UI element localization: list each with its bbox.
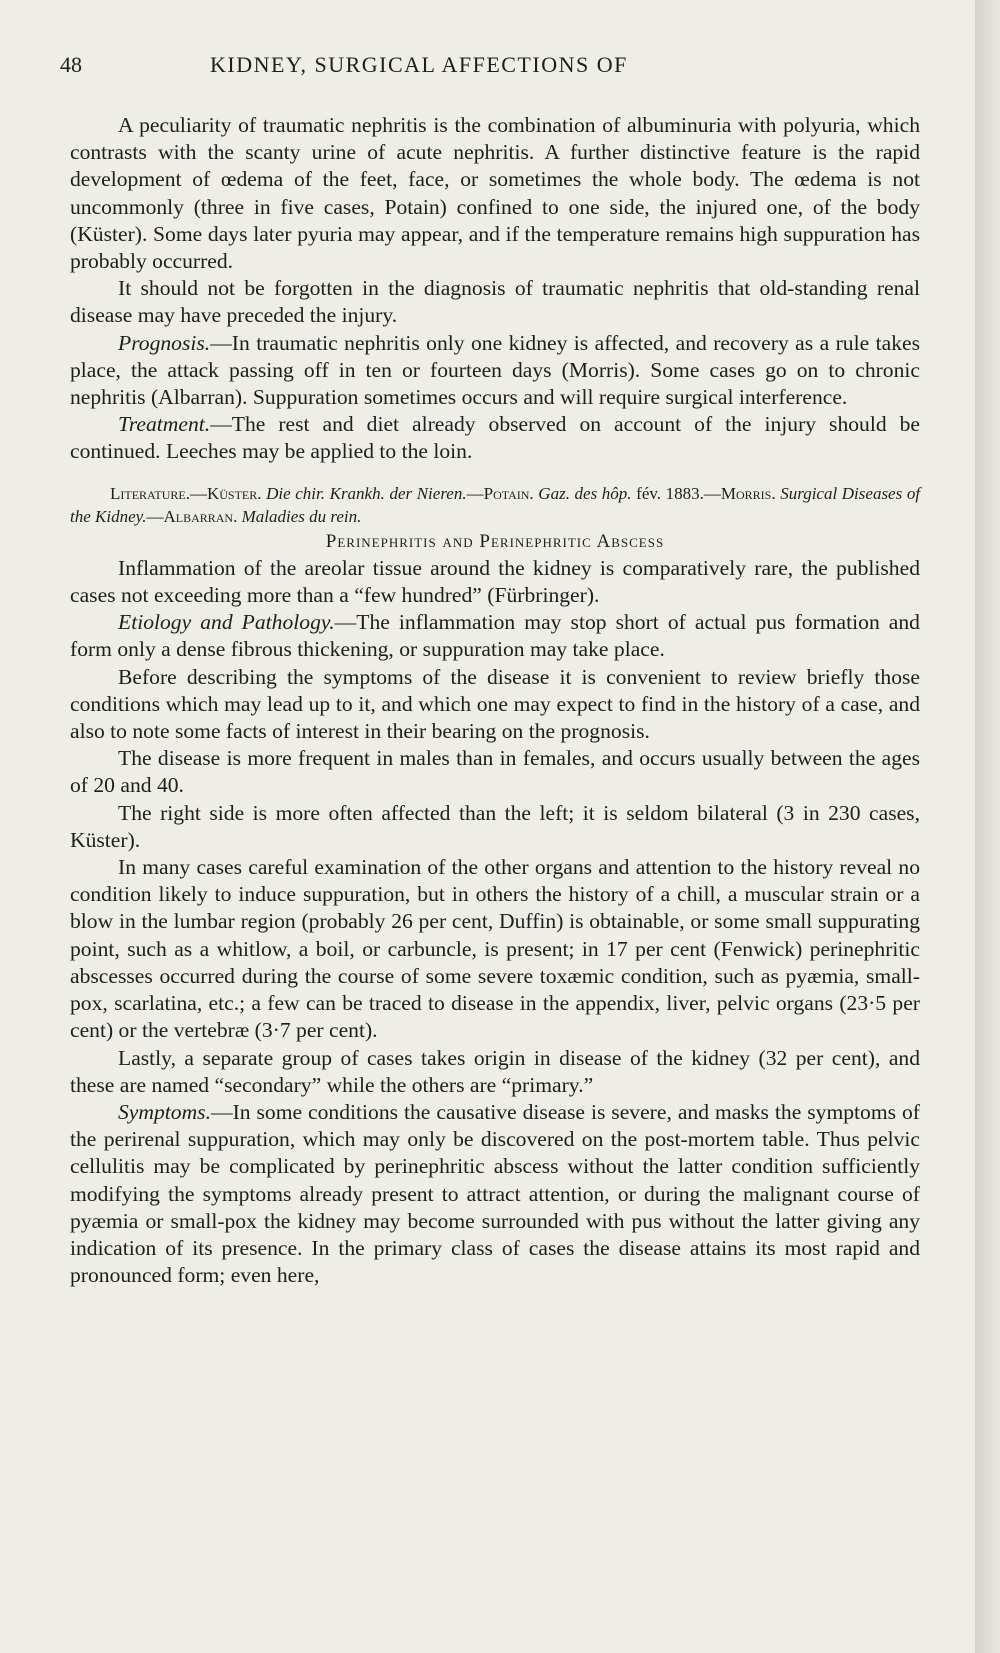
paragraph: A peculiarity of traumatic nephritis is the combination of albuminuria with polyuria, which contrasts with the scanty urine of acute nephritis. A further distinctive feature is the rapid development of œdema of the feet, face, or sometimes the whole body. The œdema is not uncommonly (three in five cases, Potain) confined to one side, the injured one, of the body (Küster). Some days later pyuria may appear, and if the temperature remains high suppuration has probably occurred. xyxy=(70,113,920,274)
paragraph-treatment: Treatment.—The rest and diet already observed on account of the injury should be continued. Leeches may be applied to the loin. xyxy=(70,412,920,464)
paragraph-etiology: Etiology and Pathology.—The inflammation may stop short of actual pus formation and form only a dense fibrous thickening, or suppuration may take place. xyxy=(70,610,920,662)
paragraph: Before describing the symptoms of the disease it is convenient to review briefly those conditions which may lead up to it, and which one may expect to find in the history of a case, and also to note some facts of interest in their bearing on the prognosis. xyxy=(70,664,920,744)
paragraph-heading: Prognosis. xyxy=(118,330,211,355)
page-edge-shadow xyxy=(975,0,1000,1653)
literature-label: Literature. xyxy=(110,483,190,503)
page-header xyxy=(60,52,920,88)
page-number: 48 xyxy=(60,52,82,77)
paragraph: The right side is more often affected than the left; it is seldom bilateral (3 in 230 cases, Küster). xyxy=(70,800,920,852)
paragraph-prognosis: Prognosis.—In traumatic nephritis only one kidney is affected, and recovery as a rule takes place, the attack passing off in ten or fourteen days (Morris). Some cases go on to chronic nephritis (Albarran). Suppuration sometimes occurs and will require surgical interference. xyxy=(70,330,920,410)
paragraph-heading: Treatment. xyxy=(118,412,211,437)
literature-references: Literature.—Küster. Die chir. Krankh. der Nieren.—Potain. Gaz. des hôp. fév. 1883.—Morris. Surgical Diseases of the Kidney.—Albarran. Maladies du rein. xyxy=(70,483,921,526)
running-head: KIDNEY, SURGICAL AFFECTIONS OF xyxy=(210,52,628,77)
paragraph: It should not be forgotten in the diagnosis of traumatic nephritis that old-standing renal disease may have preceded the injury. xyxy=(70,276,920,328)
body-text xyxy=(70,112,920,1289)
paragraph: Lastly, a separate group of cases takes origin in disease of the kidney (32 per cent), and these are named “secondary” while the others are “primary.” xyxy=(70,1045,920,1097)
paragraph: In many cases careful examination of the other organs and attention to the history reveal no condition likely to induce suppuration, but in others the history of a chill, a muscular strain or a blow in the lumbar region (probably 26 per cent, Duffin) is obtainable, or some small suppurating point, such as a whitlow, a boil, or carbuncle, is present; in 17 per cent (Fenwick) perinephritic abscesses occurred during the course of some severe toxæmic condition, such as pyæmia, small-pox, scarlatina, etc.; a few can be traced to disease in the appendix, liver, pelvic organs (23·5 per cent) or the vertebræ (3·7 per cent). xyxy=(70,855,920,1043)
section-title: Perinephritis and Perinephritic Abscess xyxy=(325,530,665,552)
paragraph-heading: Etiology and Pathology. xyxy=(118,610,335,635)
paragraph-heading: Symptoms. xyxy=(118,1099,211,1124)
paragraph-symptoms: Symptoms.—In some conditions the causative disease is severe, and masks the symptoms of the perirenal suppuration, which may only be discovered on the post-mortem table. Thus pelvic cellulitis may be complicated by perinephritic abscess without the latter condition sufficiently modifying the symptoms already present to attract attention, or during the malignant course of pyæmia or small-pox the kidney may become surrounded with pus without the latter giving any indication of its presence. In the primary class of cases the disease attains its most rapid and pronounced form; even here, xyxy=(70,1099,920,1288)
paragraph: Inflammation of the areolar tissue around the kidney is comparatively rare, the published cases not exceeding more than a “few hundred” (Fürbringer). xyxy=(70,555,920,608)
paragraph: The disease is more frequent in males than in females, and occurs usually between the ages of 20 and 40. xyxy=(70,746,920,798)
